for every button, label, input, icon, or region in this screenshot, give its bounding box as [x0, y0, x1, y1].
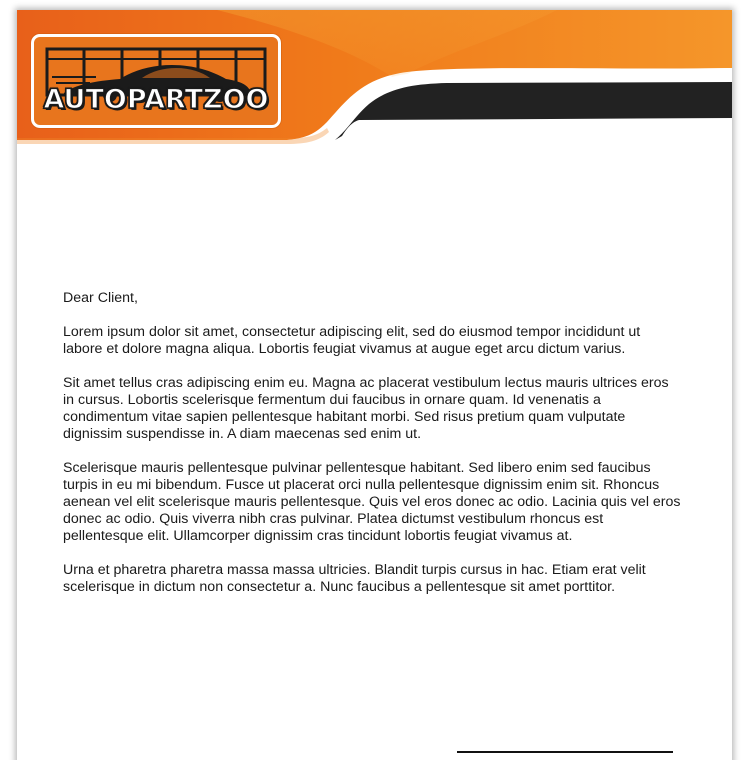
- letter-paragraph-3: Scelerisque mauris pellentesque pulvinar pellentesque habitant. Sed libero enim sed faucibus turpis in eu mi bibendum. Fusce ut placerat orci nulla pellentesque dignissim enim sit. Rhoncus aenean vel elit scelerisque mauris pellentesque. Quis vel eros donec ac odio. Lacinia quis vel eros donec ac odio. Quis viverra nibh cras pulvinar. Platea dictumst vestibulum rhoncus est pellentesque elit. Ullamcorper dignissim cras tincidunt lobortis feugiat vivamus at.: [63, 460, 681, 544]
- logo-wordmark: AUTOPARTZOO: [43, 84, 269, 115]
- letter-paragraph-2: Sit amet tellus cras adipiscing enim eu. Magna ac placerat vestibulum lectus mauris ultrices eros in cursus. Lobortis scelerisque fermentum dui faucibus in ornare quam. Id venenatis a condimentum vitae sapien pellentesque habitant morbi. Sed risus pretium quam vulputate dignissim suspendisse in. A diam maecenas sed enim ut.: [63, 375, 669, 442]
- signature-line: [457, 751, 673, 753]
- letter-paragraph-4: Urna et pharetra pharetra massa massa ultricies. Blandit turpis cursus in hac. Etiam erat velit scelerisque in dictum non consectetur a. Nunc faucibus a pellentesque sit amet porttitor.: [63, 562, 646, 595]
- letter-body: [63, 290, 683, 613]
- letterhead-page: [17, 10, 732, 760]
- letter-greeting: Dear Client,: [63, 290, 138, 306]
- brand-logo: [31, 34, 281, 128]
- letter-paragraph-1: Lorem ipsum dolor sit amet, consectetur adipiscing elit, sed do eiusmod tempor incididunt ut labore et dolore magna aliqua. Lobortis feugiat vivamus at augue eget arcu dictum varius.: [63, 324, 641, 357]
